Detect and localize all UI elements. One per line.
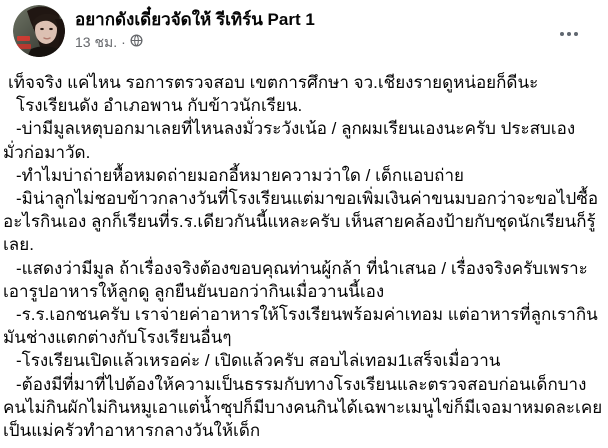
- header-text-block: [75, 5, 315, 51]
- post-text-line: เท็จจริง แค่ไหน รอการตรวจสอบ เขตการศึกษา จว.เชียงรายดูหน่อยก็ดีนะ: [8, 73, 539, 92]
- post-text-line: -ทำไมบ่าถ่ายหื้อหมดถ่ายมอกอี้หมายความว่าใด / เด็กแอบถ่าย: [16, 165, 464, 185]
- post-text-line: -แสดงว่ามีมูล ถ้าเรื่องจริงต้องขอบคุณท่านผู้กล้า ที่นำเสนอ / เรื่องจริงครับเพราะ: [16, 258, 588, 278]
- post-text-line: -บ่ามีมูลเหตุบอกมาเลยที่ไหนลงมั่วระวังเน้อ / ลูกผมเรียนเองนะครับ ประสบเอง: [16, 119, 576, 139]
- three-dots-menu-icon: [560, 32, 564, 36]
- post-text-line: เอารูปอาหารให้ลูกดู ลูกยืนยันบอกว่ากินเมื่อวานนี้เอง: [3, 281, 385, 301]
- meta-separator: ·: [121, 33, 126, 50]
- post-options-button[interactable]: [551, 20, 587, 48]
- post-meta: [75, 33, 315, 51]
- post-text-line: -มิน่าลูกไม่ชอบข้าวกลางวันที่โรงเรียนแต่มาขอเพิ่มเงินค่าขนมบอกว่าจะขอไปซื้อ: [16, 189, 599, 209]
- page-name[interactable]: อยากดังเดี๋ยวจัดให้ รีเทิร์น Part 1: [75, 10, 315, 29]
- globe-public-icon: [130, 34, 143, 51]
- post-text-line: -ต้องมีที่มาที่ไปต้องให้ความเป็นธรรมกับทางโรงเรียนและตรวจสอบก่อนเด็กบาง: [16, 374, 587, 394]
- post-header: [13, 5, 595, 61]
- post-text-line: มั่วก่อมาวัด.: [3, 142, 91, 162]
- post-text-line: เป็นแม่ครัวทำอาหารกลางวันให้เด็ก: [3, 421, 261, 441]
- avatar-image: [13, 5, 65, 57]
- post-text-line: -ร.ร.เอกชนครับ เราจ่ายค่าอาหารให้โรงเรียนพร้อมค่าเทอม แต่อาหารที่ลูกเรากิน: [16, 305, 598, 325]
- post-text-line: เลย.: [3, 235, 34, 255]
- post-text-line: โรงเรียนดัง อำเภอพาน กับข้าวนักเรียน.: [16, 96, 303, 116]
- post-text-line: มันช่างแตกต่างกับโรงเรียนอื่นๆ: [3, 328, 232, 348]
- post-text-line: -โรงเรียนเปิดแล้วเหรอค่ะ / เปิดแล้วครับ สอบไล่เทอม1เสร็จเมื่อวาน: [16, 351, 501, 371]
- timestamp[interactable]: 13 ชม.: [75, 33, 118, 50]
- post-text-line: คนไม่กินผักไม่กินหมูเอาแต่น้ำซุปก็มีบางคนกินได้เฉพาะเมนูไข่ก็มีเจอมาหมดละเคย: [3, 397, 603, 417]
- post-text-line: อะไรกินเอง ลูกก็เรียนที่ร.ร.เดียวกันนี้แหละครับ เห็นสายคล้องป้ายกับชุดนักเรียนก็รู้: [3, 212, 596, 232]
- avatar[interactable]: [13, 5, 65, 57]
- post-text: [3, 71, 606, 442]
